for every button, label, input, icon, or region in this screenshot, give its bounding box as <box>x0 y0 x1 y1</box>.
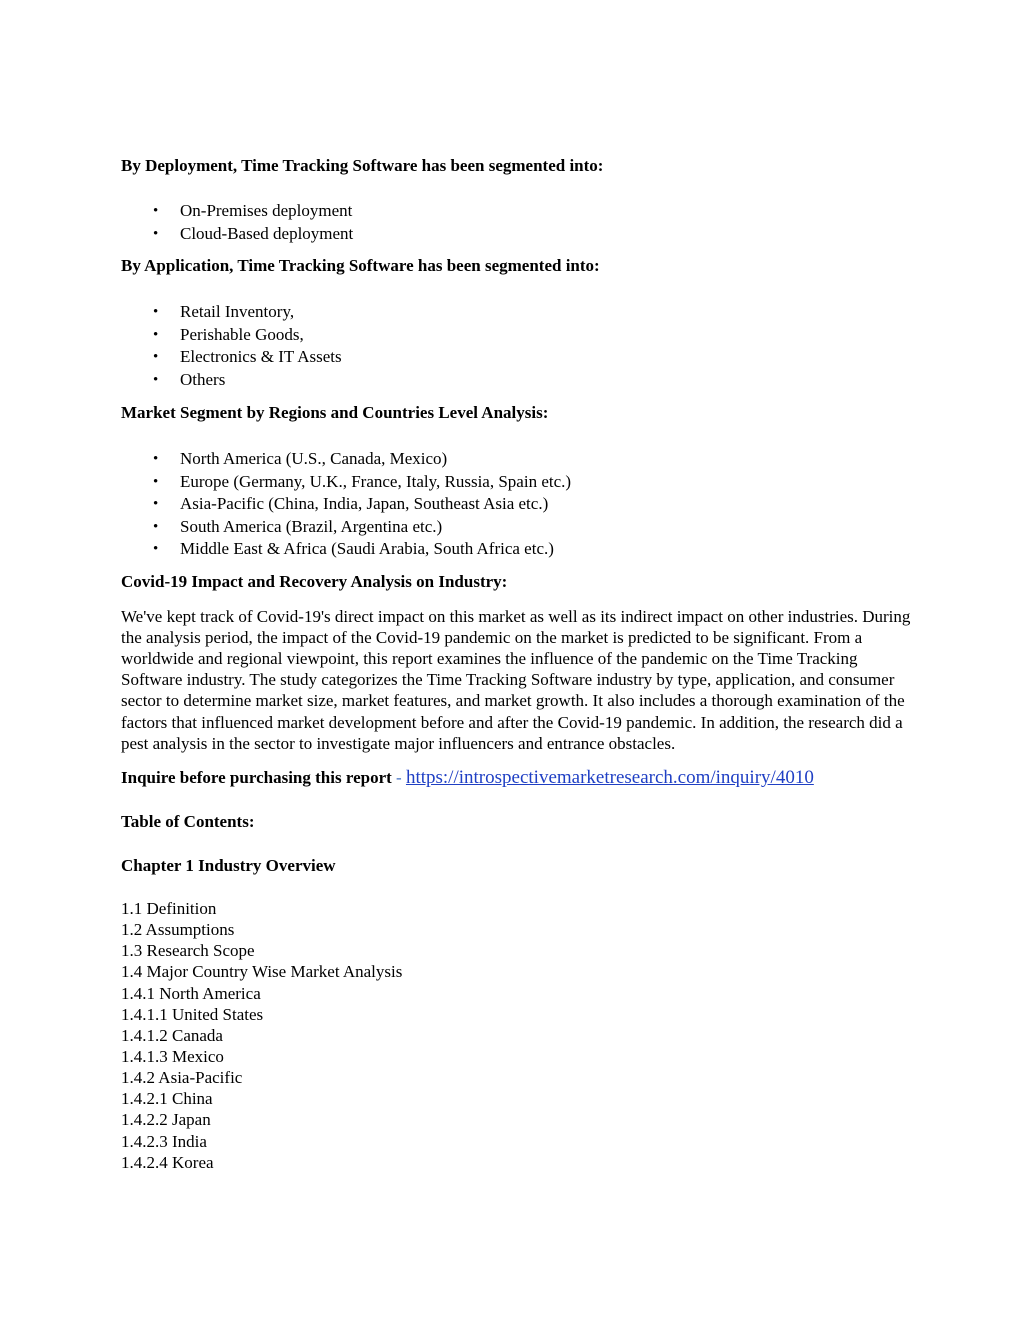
bullet-icon: • <box>153 304 159 320</box>
toc-entry: 1.4.1.2 Canada <box>121 1025 223 1045</box>
list-item: • Cloud-Based deployment <box>121 223 911 246</box>
deployment-list <box>121 200 911 245</box>
inquire-line <box>121 766 911 790</box>
deployment-heading: By Deployment, Time Tracking Software has been segmented into: <box>121 156 604 175</box>
list-item: • Electronics & IT Assets <box>121 346 911 369</box>
bullet-icon: • <box>153 371 159 388</box>
toc-entry: 1.4 Major Country Wise Market Analysis <box>121 962 403 982</box>
list-item: • Europe (Germany, U.K., France, Italy, Russia, Spain etc.) <box>121 471 911 494</box>
list-item: • Retail Inventory, <box>121 301 911 324</box>
toc-heading: Table of Contents: <box>121 811 255 831</box>
toc-entry: 1.4.2.1 China <box>121 1089 213 1109</box>
inquire-label: Inquire before purchasing this report <box>121 767 392 787</box>
covid-paragraph: We've kept track of Covid-19's direct impact on this market as well as its indirect impact on other industries. During the analysis period, the impact of the Covid-19 pandemic on the market is predicted to be significant. From a worldwide and regional viewpoint, this report examines the influence of the pandemic on the Time Tracking Software industry. The study categorizes the Time Tracking Software industry by type, application, and consumer sector to determine market size, market features, and market growth. It also includes a thorough examination of the factors that influenced market development before and after the Covid-19 pandemic. In addition, the research did a pest analysis in the sector to investigate major influencers and entrance obstacles. <box>121 606 911 753</box>
bullet-icon: • <box>153 518 159 535</box>
toc-entry: 1.4.1.3 Mexico <box>121 1047 224 1067</box>
toc-entry: 1.4.1.1 United States <box>121 1004 264 1024</box>
toc-entry: 1.4.2.2 Japan <box>121 1110 211 1130</box>
bullet-icon: • <box>153 451 159 467</box>
toc-entry: 1.4.2.3 India <box>121 1131 207 1151</box>
toc-entry: 1.3 Research Scope <box>121 941 255 961</box>
toc-list <box>121 898 911 1173</box>
toc-entry: 1.2 Assumptions <box>121 920 235 940</box>
application-list <box>121 301 911 391</box>
application-heading: By Application, Time Tracking Software has been segmented into: <box>121 256 600 275</box>
bullet-icon: • <box>153 496 159 512</box>
regions-heading: Market Segment by Regions and Countries Level Analysis: <box>121 403 549 422</box>
toc-entry: 1.1 Definition <box>121 898 217 918</box>
covid-heading: Covid-19 Impact and Recovery Analysis on Industry: <box>121 571 508 591</box>
inquiry-link[interactable]: https://introspectivemarketresearch.com/inquiry/4010 <box>405 766 814 788</box>
bullet-icon: • <box>153 326 159 343</box>
bullet-icon: • <box>153 203 159 219</box>
list-item: • Middle East & Africa (Saudi Arabia, South Africa etc.) <box>121 538 911 561</box>
regions-list <box>121 448 911 561</box>
toc-entry: 1.4.2 Asia-Pacific <box>121 1068 243 1088</box>
list-item: • Others <box>121 369 911 392</box>
bullet-icon: • <box>153 541 159 557</box>
bullet-icon: • <box>153 349 159 365</box>
inquire-separator: - <box>391 767 406 787</box>
toc-entry: 1.4.2.4 Korea <box>121 1152 214 1172</box>
list-item: • North America (U.S., Canada, Mexico) <box>121 448 911 471</box>
list-item: • Perishable Goods, <box>121 324 911 347</box>
list-item: • Asia-Pacific (China, India, Japan, Southeast Asia etc.) <box>121 493 911 516</box>
bullet-icon: • <box>153 225 159 242</box>
chapter-title: Chapter 1 Industry Overview <box>121 855 336 875</box>
document-page <box>121 155 911 1173</box>
list-item: • On-Premises deployment <box>121 200 911 223</box>
bullet-icon: • <box>153 473 159 490</box>
toc-entry: 1.4.1 North America <box>121 983 261 1003</box>
list-item: • South America (Brazil, Argentina etc.) <box>121 516 911 539</box>
